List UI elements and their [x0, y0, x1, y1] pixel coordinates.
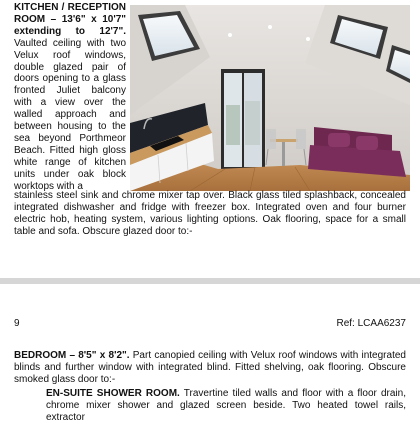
reception-body-continued: stainless steel sink and chrome mixer tap over. Black glass tiled splashback, concealed integrated dishwasher and fridge with freezer box. Integrated oven and four burner electric hob, heating system, various lighting options. Oak flooring, space for a small table and sofa. Obscure glazed door to:- [14, 190, 406, 237]
ensuite-body: Travertine tiled walls and floor with a floor drain, chrome mixer shower and glazed screen beside. Two heated towel rails, extractor [46, 388, 406, 423]
page-number: 9 [14, 318, 20, 329]
ensuite-heading: EN-SUITE SHOWER ROOM. [46, 388, 180, 399]
reception-body-left: Vaulted ceiling with two Velux roof windows, double glazed pair of doors opening to a glass fronted Juliet balcony with a view over the walled approach and between housing to the sea beyond Porthmeor Beach. Fitted high gloss white range of kitchen units under oak block worktops with a [14, 37, 126, 192]
reception-heading: KITCHEN / RECEPTION ROOM – 13'6" x 10'7" extending to 12'7". [14, 2, 126, 37]
kitchen-reception-photo [130, 5, 410, 191]
bedroom-body: Part canopied ceiling with Velux roof windows with integrated blinds and further window with integrated blind. Fitted shelving, oak flooring. Obscure smoked glass door to:- [14, 350, 406, 385]
reception-intro [14, 2, 126, 193]
bedroom-heading: BEDROOM – 8'5" x 8'2". [14, 350, 130, 361]
ensuite-paragraph [46, 388, 406, 424]
reference-number: Ref: LCAA6237 [336, 318, 406, 329]
bedroom-paragraph [14, 350, 406, 386]
